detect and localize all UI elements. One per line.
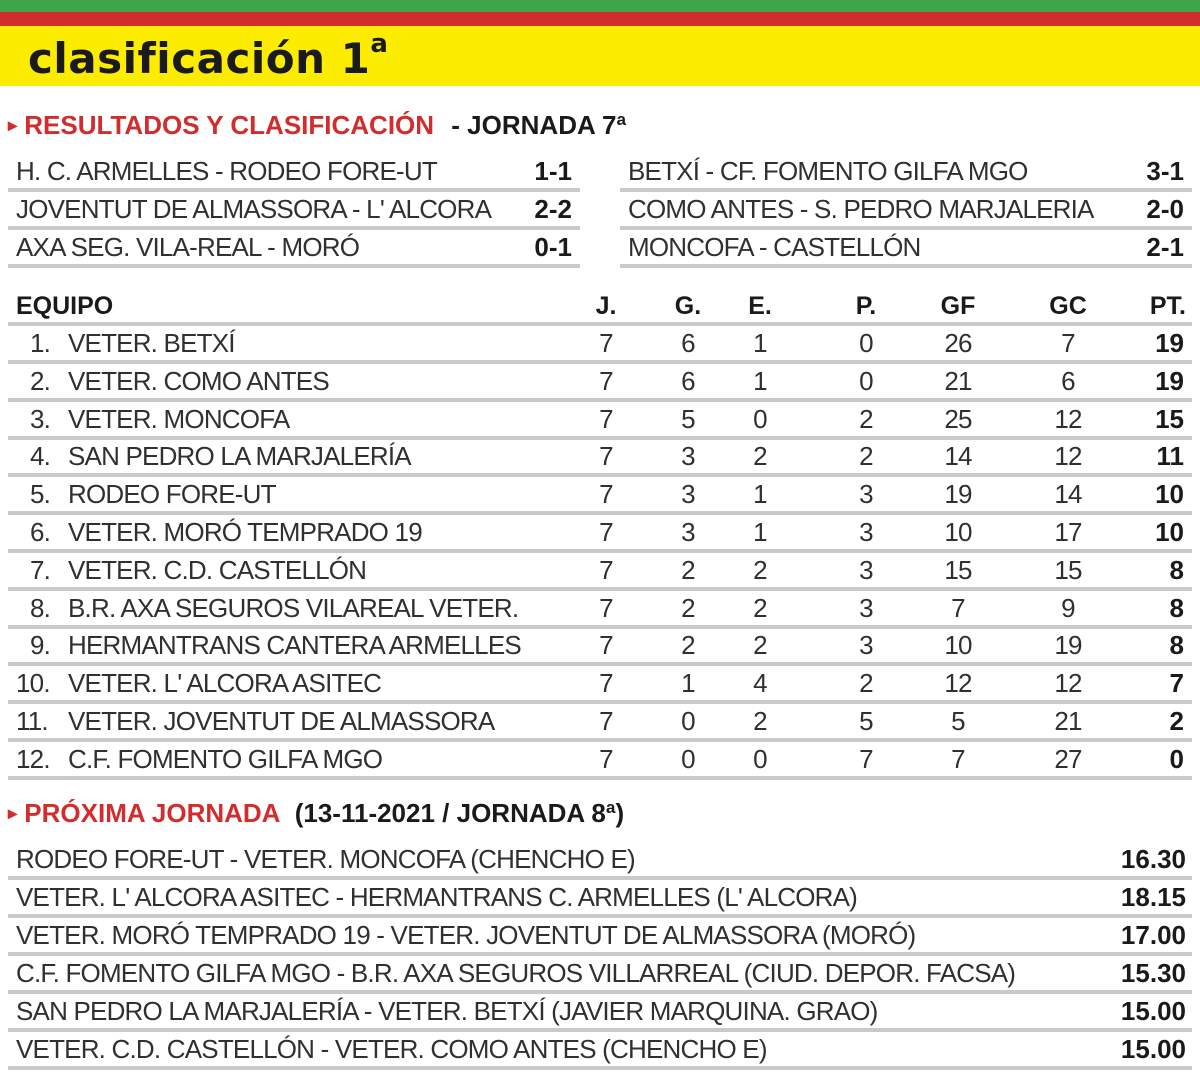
row-points: 11 bbox=[1156, 441, 1184, 472]
row-gc: 12 bbox=[1054, 441, 1082, 472]
results-section-label: RESULTADOS Y CLASIFICACIÓN bbox=[24, 110, 435, 140]
results-section-title bbox=[8, 110, 626, 141]
row-points: 8 bbox=[1169, 554, 1184, 585]
row-e: 1 bbox=[753, 479, 767, 510]
row-gf: 15 bbox=[944, 554, 972, 585]
row-e: 2 bbox=[753, 630, 767, 661]
table-row bbox=[8, 742, 1192, 780]
row-points: 19 bbox=[1155, 365, 1184, 396]
page-title-text: clasificación 1 bbox=[28, 34, 371, 83]
row-gf: 26 bbox=[944, 328, 972, 358]
row-gf: 12 bbox=[944, 668, 972, 699]
row-p: 3 bbox=[859, 554, 873, 585]
row-j: 7 bbox=[599, 706, 613, 736]
next-match-teams: VETER. L' ALCORA ASITEC - HERMANTRANS C. ARMELLES (L' ALCORA) bbox=[16, 882, 858, 912]
table-row bbox=[8, 439, 1192, 477]
header-e: E. bbox=[748, 292, 772, 320]
table-row bbox=[8, 553, 1192, 591]
row-gc: 14 bbox=[1054, 479, 1082, 510]
next-match-time: 16.30 bbox=[1120, 844, 1186, 874]
row-p: 5 bbox=[859, 706, 873, 736]
row-position: 12. bbox=[16, 743, 50, 774]
result-row bbox=[8, 192, 580, 230]
row-team: RODEO FORE-UT bbox=[68, 479, 276, 510]
row-position: 6. bbox=[30, 517, 51, 547]
result-row bbox=[620, 154, 1192, 192]
row-g: 3 bbox=[681, 517, 695, 547]
row-gc: 12 bbox=[1054, 403, 1082, 434]
next-match-time: 15.00 bbox=[1120, 1034, 1186, 1064]
row-points: 10 bbox=[1155, 517, 1184, 547]
row-e: 2 bbox=[753, 706, 767, 736]
row-j: 7 bbox=[599, 668, 613, 699]
row-g: 5 bbox=[681, 403, 695, 434]
row-team: VETER. L' ALCORA ASITEC bbox=[68, 668, 382, 699]
row-team: HERMANTRANS CANTERA ARMELLES bbox=[68, 630, 521, 661]
next-match-time: 18.15 bbox=[1120, 882, 1186, 912]
result-score: 2-2 bbox=[534, 194, 572, 224]
next-match-row bbox=[8, 918, 1192, 956]
row-team: B.R. AXA SEGUROS VILAREAL VETER. bbox=[68, 592, 519, 623]
row-p: 2 bbox=[859, 403, 873, 434]
row-j: 7 bbox=[599, 441, 613, 472]
row-e: 2 bbox=[753, 441, 767, 472]
row-g: 6 bbox=[681, 328, 695, 358]
row-position: 11. bbox=[16, 706, 48, 736]
next-match-row bbox=[8, 956, 1192, 994]
table-row bbox=[8, 515, 1192, 553]
row-gc: 7 bbox=[1061, 328, 1075, 358]
row-gc: 9 bbox=[1061, 592, 1075, 623]
result-row bbox=[620, 230, 1192, 268]
row-gf: 10 bbox=[944, 517, 972, 547]
row-gc: 6 bbox=[1061, 365, 1075, 396]
result-match: AXA SEG. VILA-REAL - MORÓ bbox=[16, 232, 360, 262]
result-row bbox=[8, 154, 580, 192]
row-j: 7 bbox=[599, 743, 613, 774]
next-match-row bbox=[8, 994, 1192, 1032]
next-match-time: 15.30 bbox=[1120, 958, 1186, 988]
row-e: 1 bbox=[753, 365, 767, 396]
row-team: VETER. JOVENTUT DE ALMASSORA bbox=[68, 706, 495, 736]
header-gc: GC bbox=[1049, 292, 1087, 320]
red-stripe bbox=[0, 12, 1200, 26]
next-match-teams: VETER. C.D. CASTELLÓN - VETER. COMO ANTES (CHENCHO E) bbox=[16, 1034, 767, 1064]
row-j: 7 bbox=[599, 328, 613, 358]
row-j: 7 bbox=[599, 479, 613, 510]
row-points: 7 bbox=[1169, 668, 1184, 699]
row-position: 4. bbox=[30, 441, 51, 472]
row-team: VETER. COMO ANTES bbox=[68, 365, 329, 396]
row-p: 3 bbox=[859, 630, 873, 661]
header-banner bbox=[0, 26, 1200, 86]
header-team: EQUIPO bbox=[16, 292, 114, 320]
page-title bbox=[28, 29, 389, 83]
table-row bbox=[8, 364, 1192, 402]
row-gf: 25 bbox=[944, 403, 972, 434]
header-gf: GF bbox=[940, 292, 976, 320]
row-p: 7 bbox=[859, 743, 873, 774]
result-match: MONCOFA - CASTELLÓN bbox=[628, 232, 921, 262]
row-gf: 10 bbox=[944, 630, 972, 661]
row-gc: 19 bbox=[1054, 630, 1082, 661]
row-points: 19 bbox=[1155, 328, 1184, 358]
row-team: C.F. FOMENTO GILFA MGO bbox=[68, 743, 383, 774]
row-team: SAN PEDRO LA MARJALERÍA bbox=[68, 441, 411, 472]
result-score: 1-1 bbox=[534, 156, 572, 186]
row-team: VETER. BETXÍ bbox=[68, 328, 235, 358]
row-g: 3 bbox=[681, 479, 695, 510]
result-match: H. C. ARMELLES - RODEO FORE-UT bbox=[16, 156, 437, 186]
table-header bbox=[8, 290, 1192, 326]
row-position: 7. bbox=[30, 554, 51, 585]
row-g: 2 bbox=[681, 592, 695, 623]
row-p: 2 bbox=[859, 668, 873, 699]
row-e: 0 bbox=[753, 743, 767, 774]
row-e: 1 bbox=[753, 517, 767, 547]
table-row bbox=[8, 326, 1192, 364]
next-match-teams: VETER. MORÓ TEMPRADO 19 - VETER. JOVENTUT DE ALMASSORA (MORÓ) bbox=[16, 920, 916, 950]
header-pt: PT. bbox=[1149, 292, 1186, 320]
row-position: 1. bbox=[30, 328, 51, 358]
row-e: 4 bbox=[753, 668, 767, 699]
row-p: 3 bbox=[859, 517, 873, 547]
table-row bbox=[8, 591, 1192, 629]
arrow-icon: ▸ bbox=[8, 115, 18, 135]
table-row bbox=[8, 666, 1192, 704]
row-points: 8 bbox=[1169, 592, 1184, 623]
row-position: 8. bbox=[30, 592, 51, 623]
row-p: 0 bbox=[859, 328, 873, 358]
row-gf: 19 bbox=[944, 479, 972, 510]
result-score: 2-0 bbox=[1146, 194, 1184, 224]
row-e: 1 bbox=[753, 328, 767, 358]
next-match-row bbox=[8, 1032, 1192, 1070]
header-g: G. bbox=[674, 292, 702, 320]
row-team: VETER. MONCOFA bbox=[68, 403, 290, 434]
row-points: 0 bbox=[1169, 743, 1184, 774]
row-points: 10 bbox=[1155, 479, 1184, 510]
row-g: 6 bbox=[681, 365, 695, 396]
row-gc: 17 bbox=[1054, 517, 1082, 547]
result-match: COMO ANTES - S. PEDRO MARJALERIA bbox=[628, 194, 1094, 224]
row-p: 0 bbox=[859, 365, 873, 396]
row-points: 2 bbox=[1169, 706, 1184, 736]
result-match: BETXÍ - CF. FOMENTO GILFA MGO bbox=[628, 156, 1028, 186]
row-g: 0 bbox=[681, 706, 695, 736]
row-j: 7 bbox=[599, 517, 613, 547]
table-row bbox=[8, 477, 1192, 515]
next-match-time: 15.00 bbox=[1120, 996, 1186, 1026]
result-score: 0-1 bbox=[534, 232, 572, 262]
row-j: 7 bbox=[599, 630, 613, 661]
next-match-row bbox=[8, 880, 1192, 918]
next-match-teams: RODEO FORE-UT - VETER. MONCOFA (CHENCHO E) bbox=[16, 844, 635, 874]
row-j: 7 bbox=[599, 365, 613, 396]
result-score: 3-1 bbox=[1146, 156, 1184, 186]
next-match-teams: SAN PEDRO LA MARJALERÍA - VETER. BETXÍ (JAVIER MARQUINA. GRAO) bbox=[16, 996, 878, 1026]
next-match-row bbox=[8, 842, 1192, 880]
next-match-time: 17.00 bbox=[1120, 920, 1186, 950]
row-gf: 7 bbox=[951, 743, 965, 774]
row-points: 8 bbox=[1169, 630, 1184, 661]
header-j: J. bbox=[595, 292, 617, 320]
row-g: 0 bbox=[681, 743, 695, 774]
row-j: 7 bbox=[599, 554, 613, 585]
row-j: 7 bbox=[599, 592, 613, 623]
row-gc: 15 bbox=[1054, 554, 1082, 585]
page-title-sup: a bbox=[370, 29, 389, 59]
row-p: 2 bbox=[859, 441, 873, 472]
row-gf: 14 bbox=[944, 441, 972, 472]
next-section-title bbox=[8, 798, 624, 829]
next-match-teams: C.F. FOMENTO GILFA MGO - B.R. AXA SEGUROS VILLARREAL (CIUD. DEPOR. FACSA) bbox=[16, 958, 1016, 988]
row-points: 15 bbox=[1155, 403, 1184, 434]
row-position: 10. bbox=[16, 668, 50, 699]
header-p: P. bbox=[855, 292, 877, 320]
row-team: VETER. MORÓ TEMPRADO 19 bbox=[68, 517, 422, 547]
row-gc: 27 bbox=[1054, 743, 1082, 774]
row-team: VETER. C.D. CASTELLÓN bbox=[68, 554, 367, 585]
row-position: 9. bbox=[30, 630, 51, 661]
table-row bbox=[8, 402, 1192, 440]
row-p: 3 bbox=[859, 479, 873, 510]
row-g: 2 bbox=[681, 630, 695, 661]
row-g: 3 bbox=[681, 441, 695, 472]
row-position: 2. bbox=[30, 365, 51, 396]
row-p: 3 bbox=[859, 592, 873, 623]
row-g: 1 bbox=[681, 668, 695, 699]
table-row bbox=[8, 628, 1192, 666]
results-section-suffix: - JORNADA 7ª bbox=[451, 110, 627, 140]
row-j: 7 bbox=[599, 403, 613, 434]
row-position: 3. bbox=[30, 403, 51, 434]
result-row bbox=[8, 230, 580, 268]
row-e: 2 bbox=[753, 592, 767, 623]
table-row bbox=[8, 704, 1192, 742]
row-gf: 5 bbox=[951, 706, 965, 736]
row-gc: 12 bbox=[1054, 668, 1082, 699]
green-stripe bbox=[0, 0, 1200, 12]
next-section-suffix: (13-11-2021 / JORNADA 8ª) bbox=[294, 798, 625, 828]
row-gf: 7 bbox=[951, 592, 965, 623]
row-gf: 21 bbox=[944, 365, 972, 396]
result-score: 2-1 bbox=[1146, 232, 1184, 262]
next-section-label: PRÓXIMA JORNADA bbox=[24, 798, 280, 828]
row-e: 2 bbox=[753, 554, 767, 585]
result-match: JOVENTUT DE ALMASSORA - L' ALCORA bbox=[16, 194, 492, 224]
row-g: 2 bbox=[681, 554, 695, 585]
row-gc: 21 bbox=[1054, 706, 1082, 736]
row-e: 0 bbox=[753, 403, 767, 434]
result-row bbox=[620, 192, 1192, 230]
row-position: 5. bbox=[30, 479, 51, 510]
arrow-icon: ▸ bbox=[8, 803, 18, 823]
